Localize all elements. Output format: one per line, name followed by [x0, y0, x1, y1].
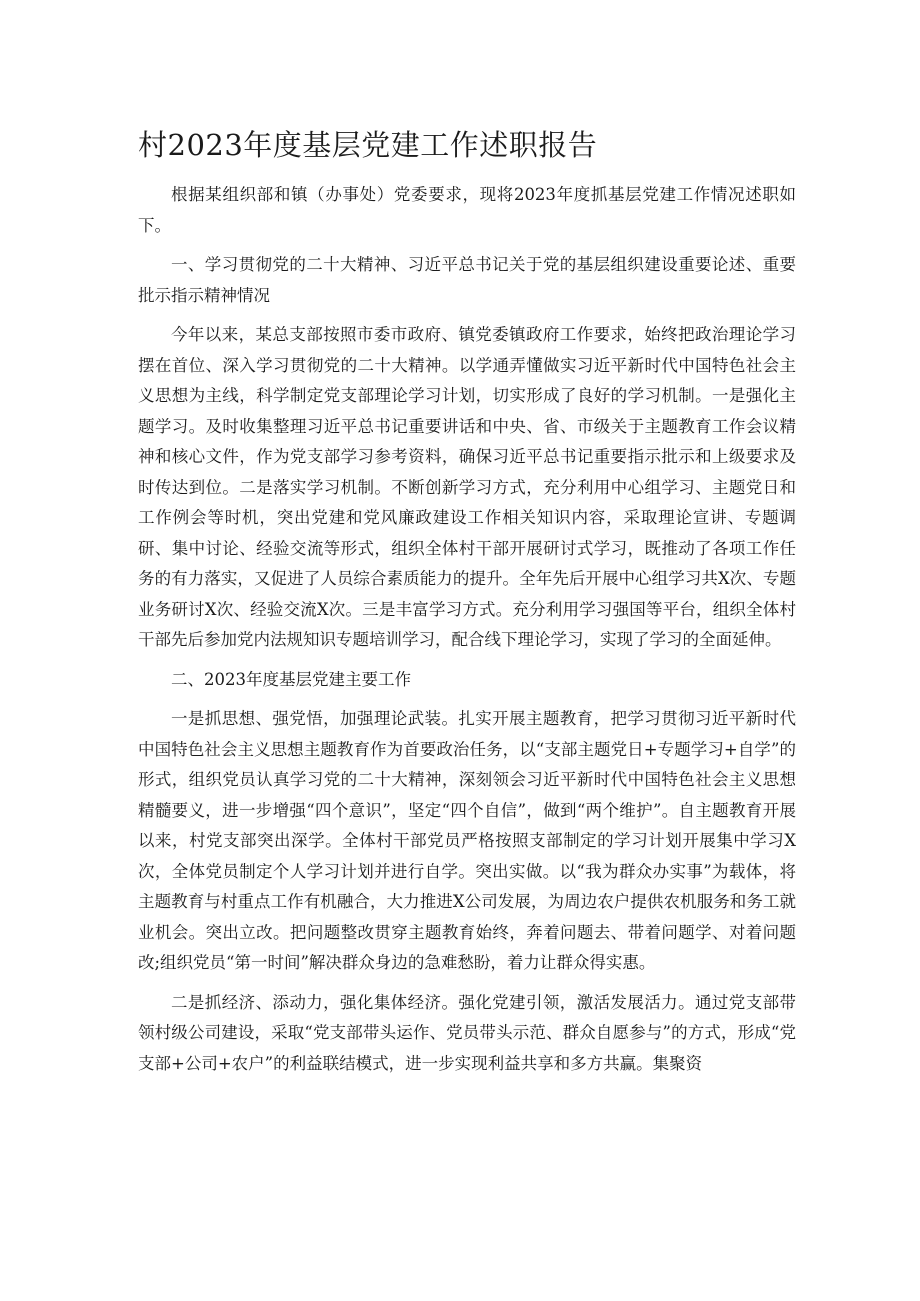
paragraph-economy: 二是抓经济、添动力，强化集体经济。强化党建引领，激活发展活力。通过党支部带领村级公司建设，采取“党支部带头运作、党员带头示范、群众自愿参与”的方式，形成“党支部+公司+农户”的利益联结模式，进一步实现利益共享和多方共赢。集聚资	[138, 992, 796, 1073]
document-body	[138, 180, 796, 1079]
paragraph-ideology: 一是抓思想、强党悟，加强理论武装。扎实开展主题教育，把学习贯彻习近平新时代中国特色社会主义思想主题教育作为首要政治任务，以“支部主题党日+专题学习+自学”的形式，组织党员认真学习党的二十大精神，深刻领会习近平新时代中国特色社会主义思想精髓要义，进一步增强“四个意识”，坚定“四个自信”，做到“两个维护”。自主题教育开展以来，村党支部突出深学。全体村干部党员严格按照支部制定的学习计划开展集中学习X次，全体党员制定个人学习计划并进行自学。突出实做。以“我为群众办实事”为载体，将主题教育与村重点工作有机融合，大力推进X公司发展，为周边农户提供农机服务和务工就业机会。突出立改。把问题整改贯穿主题教育始终，奔着问题去、带着问题学、对着问题改;组织党员“第一时间”解决群众身边的急难愁盼，着力让群众得实惠。	[138, 709, 796, 972]
paragraph-study: 今年以来，某总支部按照市委市政府、镇党委镇政府工作要求，始终把政治理论学习摆在首位、深入学习贯彻党的二十大精神。以学通弄懂做实习近平新时代中国特色社会主义思想为主线，科学制定党支部理论学习计划，切实形成了良好的学习机制。一是强化主题学习。及时收集整理习近平总书记重要讲话和中央、省、市级关于主题教育工作会议精神和核心文件，作为党支部学习参考资料，确保习近平总书记重要指示批示和上级要求及时传达到位。二是落实学习机制。不断创新学习方式，充分利用中心组学习、主题党日和工作例会等时机，突出党建和党风廉政建设工作相关知识内容，采取理论宣讲、专题调研、集中讨论、经验交流等形式，组织全体村干部开展研讨式学习，既推动了各项工作任务的有力落实，又促进了人员综合素质能力的提升。全年先后开展中心组学习共X次、专题业务研讨X次、经验交流X次。三是丰富学习方式。充分利用学习强国等平台，组织全体村干部先后参加党内法规知识专题培训学习，配合线下理论学习，实现了学习的全面延伸。	[138, 325, 796, 649]
paragraph-intro: 根据某组织部和镇（办事处）党委要求，现将2023年度抓基层党建工作情况述职如下。	[138, 185, 796, 235]
document-title: 村2023年度基层党建工作述职报告	[138, 128, 598, 162]
section-heading-1: 一、学习贯彻党的二十大精神、习近平总书记关于党的基层组织建设重要论述、重要批示指示精神情况	[138, 255, 796, 305]
section-heading-2: 二、2023年度基层党建主要工作	[171, 669, 411, 689]
